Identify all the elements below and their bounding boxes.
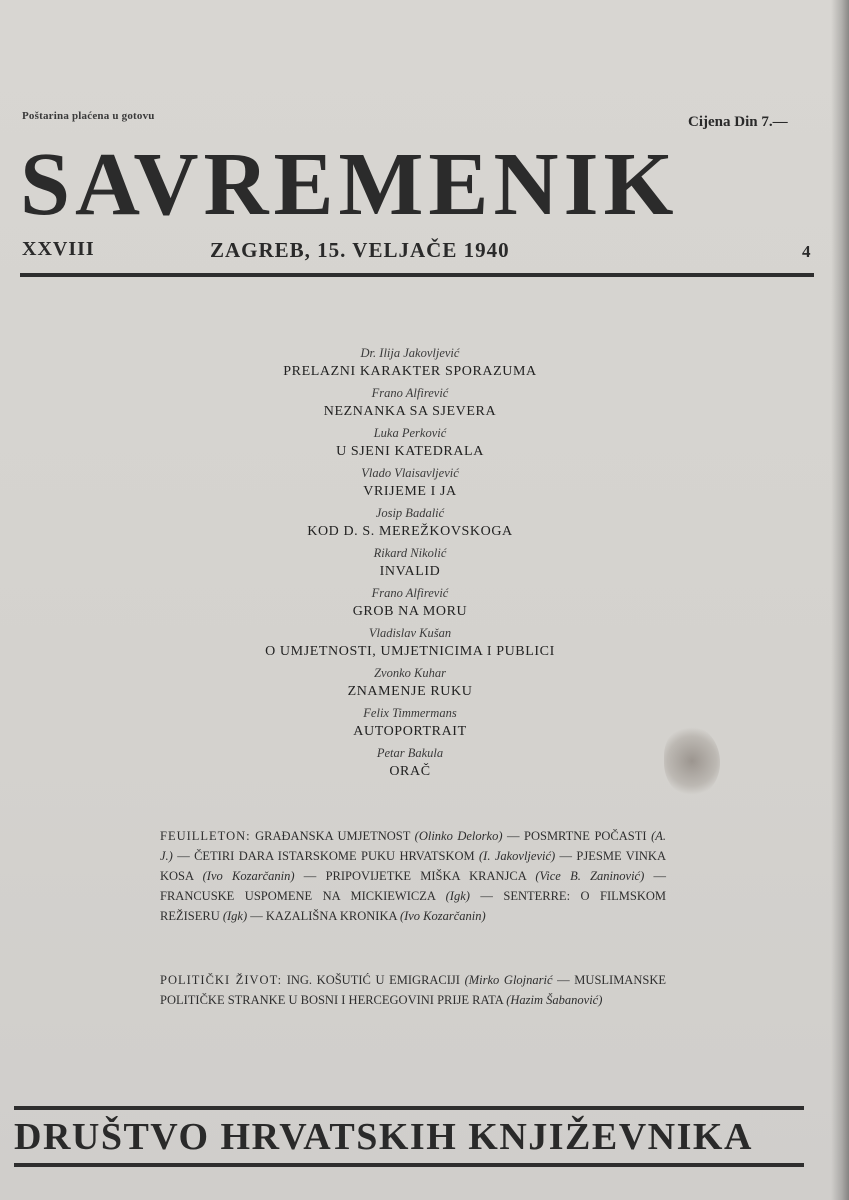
article-title: — SENTERRE: O FILMSKOM REŽISERU <box>160 889 666 923</box>
header-rule <box>20 273 814 277</box>
toc-author: Frano Alfirević <box>371 386 449 400</box>
toc-entry <box>230 745 590 781</box>
toc-entry <box>230 505 590 541</box>
toc-title: PRELAZNI KARAKTER SPORAZUMA <box>283 364 537 379</box>
toc-author: Rikard Nikolić <box>373 546 447 560</box>
toc-author: Frano Alfirević <box>371 586 449 600</box>
price-label: Cijena Din 7.— <box>688 114 788 130</box>
toc-title: VRIJEME I JA <box>363 484 457 499</box>
toc-entry <box>230 425 590 461</box>
paper-stain <box>664 726 720 796</box>
author-credit: (Mirko Glojnarić <box>464 973 553 987</box>
author-credit: (Ivo Kozarčanin) <box>202 869 295 883</box>
toc-author: Dr. Ilija Jakovljević <box>360 346 460 360</box>
toc-title: ORAČ <box>389 764 431 779</box>
article-title: — PRIPOVIJETKE MIŠKA KRANJCA <box>294 869 536 883</box>
article-title: GRAĐANSKA UMJETNOST <box>250 829 415 843</box>
feuilleton-section <box>160 826 666 926</box>
toc-author: Vladislav Kušan <box>368 626 452 640</box>
toc-title: U SJENI KATEDRALA <box>336 444 484 459</box>
toc-title: AUTOPORTRAIT <box>353 724 467 739</box>
masthead-title: SAVREMENIK <box>20 135 679 234</box>
footer-rule-top <box>14 1106 804 1110</box>
author-credit: (Hazim Šabanović) <box>506 993 603 1007</box>
toc-title: GROB NA MORU <box>352 604 468 619</box>
author-credit: (Igk) <box>445 889 470 903</box>
publisher-name: DRUŠTVO HRVATSKIH KNJIŽEVNIKA <box>14 1116 753 1158</box>
toc-entry <box>230 385 590 421</box>
toc-title: INVALID <box>379 564 441 579</box>
political-life-section <box>160 970 666 1010</box>
toc-entry <box>230 345 590 381</box>
dateline: ZAGREB, 15. VELJAČE 1940 <box>210 238 510 262</box>
article-title: — ČETIRI DARA ISTARSKOME PUKU HRVATSKOM <box>172 849 479 863</box>
table-of-contents <box>230 345 590 785</box>
author-credit: (Igk) <box>222 909 248 923</box>
toc-entry <box>230 545 590 581</box>
toc-author: Petar Bakula <box>376 746 444 760</box>
volume-number: XXVIII <box>22 238 95 260</box>
toc-entry <box>230 705 590 741</box>
toc-title: O UMJETNOSTI, UMJETNICIMA I PUBLICI <box>265 644 555 659</box>
author-credit: (I. Jakovljević) <box>479 849 556 863</box>
article-title: — PJESME VINKA KOSA <box>160 849 666 883</box>
article-title: — POSMRTNE POČASTI <box>502 829 652 843</box>
toc-title: NEZNANKA SA SJEVERA <box>323 404 497 419</box>
article-title: — KAZALIŠNA KRONIKA <box>247 909 400 923</box>
toc-title: ZNAMENJE RUKU <box>347 684 473 699</box>
issue-number: 4 <box>802 242 811 261</box>
author-credit: (A. J.) <box>160 829 667 863</box>
author-credit: (Ivo Kozarčanin) <box>399 909 486 923</box>
toc-entry <box>230 585 590 621</box>
article-title: — FRANCUSKE USPOMENE NA MICKIEWICZA <box>160 869 667 903</box>
feuilleton-text <box>160 829 666 923</box>
toc-title: KOD D. S. MEREŽKOVSKOGA <box>307 524 513 539</box>
toc-author: Felix Timmermans <box>363 706 457 720</box>
author-credit: (Olinko Delorko) <box>414 829 503 843</box>
political-life-label: POLITIČKI ŽIVOT: <box>160 973 283 987</box>
page-edge-shadow <box>831 0 849 1200</box>
toc-entry <box>230 465 590 501</box>
footer-rule-bottom <box>14 1163 804 1167</box>
postage-note: Poštarina plaćena u gotovu <box>22 110 155 122</box>
article-title: — MUSLIMANSKE POLITIČKE STRANKE U BOSNI I HERCEGOVINI PRIJE RATA <box>160 973 666 1007</box>
feuilleton-label: FEUILLETON: <box>160 829 251 843</box>
toc-entry <box>230 665 590 701</box>
author-credit: (Vice B. Zaninović) <box>535 869 645 883</box>
toc-entry <box>230 625 590 661</box>
toc-author: Vlado Vlaisavljević <box>361 466 459 480</box>
article-title: ING. KOŠUTIĆ U EMIGRACIJI <box>282 973 465 987</box>
toc-author: Josip Badalić <box>375 506 445 520</box>
toc-author: Luka Perković <box>373 426 447 440</box>
toc-author: Zvonko Kuhar <box>374 666 446 680</box>
